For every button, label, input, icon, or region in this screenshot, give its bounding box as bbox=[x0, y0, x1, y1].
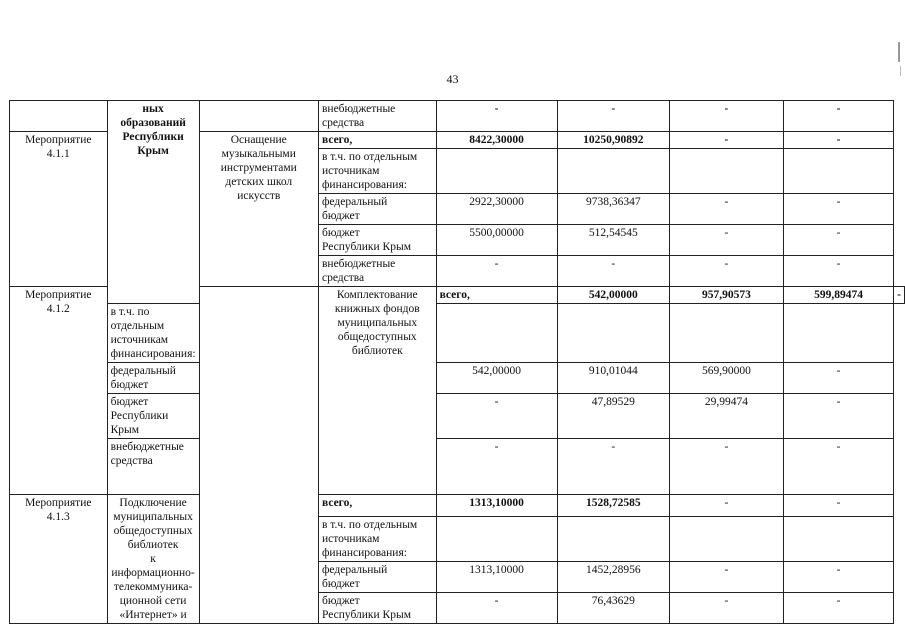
value-cell: - bbox=[894, 287, 905, 304]
value-cell bbox=[436, 304, 557, 363]
table-row bbox=[10, 101, 905, 132]
name-cell: Оснащение музыкальными инструментами детских школ искусств bbox=[199, 132, 318, 287]
source-cell: всего, bbox=[318, 132, 436, 149]
value-cell: - bbox=[669, 593, 783, 624]
value-cell: 29,99474 bbox=[669, 394, 783, 439]
table-row bbox=[10, 439, 905, 495]
value-cell bbox=[669, 304, 783, 363]
value-cell: - bbox=[669, 132, 783, 149]
value-cell bbox=[783, 517, 893, 562]
value-cell: 599,89474 bbox=[783, 287, 893, 304]
source-cell: федеральный бюджет bbox=[318, 194, 436, 225]
source-cell: бюджет Республики Крым bbox=[107, 394, 199, 439]
source-cell: в т.ч. по отдельным источникам финансирования: bbox=[107, 304, 199, 363]
page-number: 43 bbox=[446, 72, 459, 86]
value-cell: - bbox=[557, 439, 669, 495]
source-cell: внебюджетные средства bbox=[107, 439, 199, 495]
value-cell: - bbox=[669, 495, 783, 517]
table-row bbox=[10, 304, 905, 363]
source-cell: бюджет Республики Крым bbox=[318, 593, 436, 624]
value-cell: - bbox=[669, 194, 783, 225]
value-cell: - bbox=[436, 593, 557, 624]
value-cell: 8422,30000 bbox=[436, 132, 557, 149]
value-cell: 76,43629 bbox=[557, 593, 669, 624]
value-cell: - bbox=[669, 562, 783, 593]
value-cell bbox=[436, 517, 557, 562]
value-cell: - bbox=[557, 101, 669, 132]
scan-margin-mark bbox=[898, 42, 900, 62]
value-cell bbox=[557, 149, 669, 194]
value-cell: - bbox=[557, 256, 669, 287]
value-cell: 10250,90892 bbox=[557, 132, 669, 149]
name-cell bbox=[199, 101, 318, 132]
table-row bbox=[10, 363, 905, 394]
value-cell: - bbox=[669, 439, 783, 495]
value-cell: - bbox=[783, 101, 893, 132]
value-cell: - bbox=[783, 256, 893, 287]
value-cell: 9738,36347 bbox=[557, 194, 669, 225]
source-cell: в т.ч. по отдельным источникам финансирования: bbox=[318, 517, 436, 562]
event-cell: Мероприятие 4.1.1 bbox=[10, 132, 108, 287]
table-row bbox=[10, 394, 905, 439]
value-cell: 1313,10000 bbox=[436, 495, 557, 517]
value-cell: - bbox=[783, 132, 893, 149]
source-cell: бюджет Республики Крым bbox=[318, 225, 436, 256]
value-cell: 512,54545 bbox=[557, 225, 669, 256]
value-cell: - bbox=[783, 225, 893, 256]
source-cell: всего, bbox=[318, 495, 436, 517]
value-cell: - bbox=[783, 394, 893, 439]
value-cell: - bbox=[783, 593, 893, 624]
value-cell bbox=[783, 149, 893, 194]
value-cell bbox=[557, 517, 669, 562]
value-cell: 1452,28956 bbox=[557, 562, 669, 593]
value-cell bbox=[557, 304, 669, 363]
value-cell: 957,90573 bbox=[669, 287, 783, 304]
name-cell: Комплектование книжных фондов муниципальных общедоступных библиотек bbox=[318, 287, 436, 495]
event-cell bbox=[10, 101, 108, 132]
value-cell: - bbox=[669, 225, 783, 256]
event-cell: Мероприятие 4.1.3 bbox=[10, 495, 108, 624]
value-cell: - bbox=[436, 101, 557, 132]
value-cell: 910,01044 bbox=[557, 363, 669, 394]
value-cell: 569,90000 bbox=[669, 363, 783, 394]
source-cell: внебюджетные средства bbox=[318, 101, 436, 132]
value-cell bbox=[669, 517, 783, 562]
value-cell: - bbox=[436, 394, 557, 439]
source-cell: внебюджетные средства bbox=[318, 256, 436, 287]
value-cell: - bbox=[783, 194, 893, 225]
value-cell: 1313,10000 bbox=[436, 562, 557, 593]
table-row bbox=[10, 495, 905, 517]
value-cell: - bbox=[783, 562, 893, 593]
executor-cell bbox=[107, 101, 199, 304]
event-cell: Мероприятие 4.1.2 bbox=[10, 287, 108, 495]
name-cell: Подключение муниципальных общедоступных библиотек к информационно- телекоммуника- ционной сети «Интернет» и bbox=[107, 495, 199, 624]
executor-text: Республики Крым bbox=[122, 131, 184, 157]
source-cell: в т.ч. по отдельным источникам финансирования: bbox=[318, 149, 436, 194]
value-cell: 2922,30000 bbox=[436, 194, 557, 225]
value-cell: - bbox=[669, 256, 783, 287]
value-cell bbox=[436, 149, 557, 194]
value-cell: - bbox=[669, 101, 783, 132]
value-cell bbox=[783, 304, 893, 363]
executor-text-top: ных образований bbox=[120, 103, 186, 129]
value-cell: 542,00000 bbox=[436, 363, 557, 394]
source-cell: федеральный бюджет bbox=[107, 363, 199, 394]
value-cell: - bbox=[783, 439, 893, 495]
value-cell: 47,89529 bbox=[557, 394, 669, 439]
source-cell: федеральный бюджет bbox=[318, 562, 436, 593]
value-cell: 5500,00000 bbox=[436, 225, 557, 256]
value-cell: 542,00000 bbox=[557, 287, 669, 304]
executor-cell-empty bbox=[199, 287, 318, 624]
financing-table bbox=[9, 100, 905, 624]
value-cell: - bbox=[783, 363, 893, 394]
value-cell: - bbox=[436, 256, 557, 287]
source-cell: всего, bbox=[436, 287, 557, 304]
value-cell: 1528,72585 bbox=[557, 495, 669, 517]
value-cell bbox=[669, 149, 783, 194]
value-cell: - bbox=[783, 495, 893, 517]
value-cell: - bbox=[436, 439, 557, 495]
